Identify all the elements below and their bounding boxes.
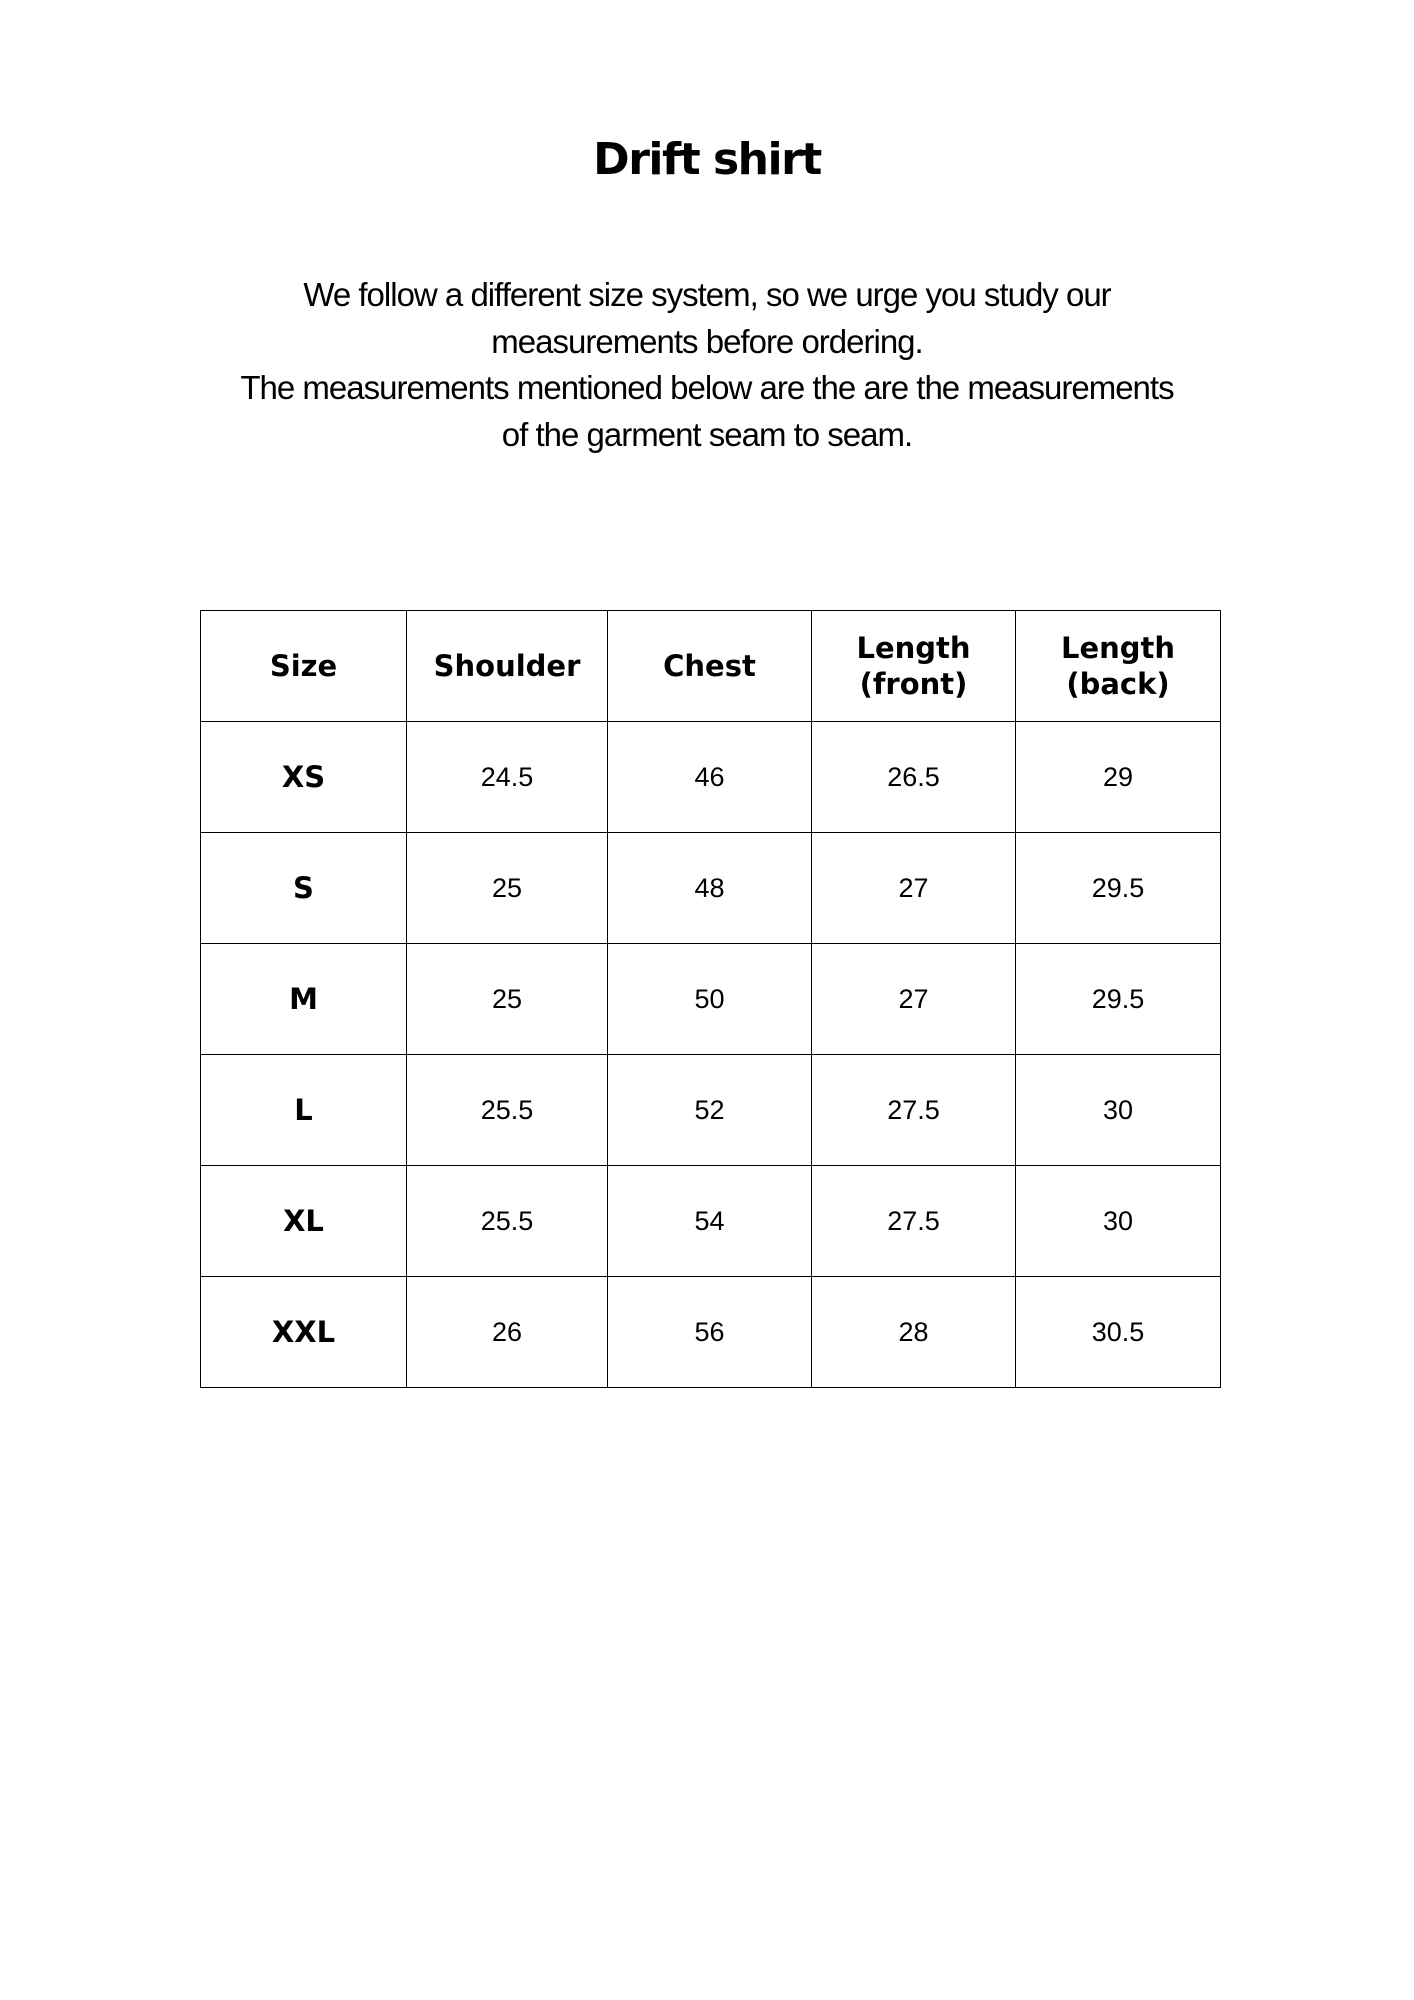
- length-front-cell: 26.5: [812, 722, 1016, 833]
- header-label: Size: [269, 649, 338, 683]
- header-length-back: [1016, 611, 1221, 722]
- header-label: Shoulder: [433, 649, 581, 683]
- table-row: [201, 833, 1221, 944]
- length-back-cell: 29.5: [1016, 944, 1221, 1055]
- intro-line: of the garment seam to seam.: [501, 415, 913, 453]
- size-cell: XL: [201, 1166, 407, 1277]
- header-label: Length: [1060, 631, 1176, 665]
- chest-cell: 46: [608, 722, 812, 833]
- shoulder-cell: 25: [407, 944, 608, 1055]
- size-chart-table: [200, 610, 1221, 1388]
- header-size: [201, 611, 407, 722]
- table-row: [201, 1277, 1221, 1388]
- size-cell: XXL: [201, 1277, 407, 1388]
- table-header-row: [201, 611, 1221, 722]
- header-shoulder: [407, 611, 608, 722]
- length-front-cell: 28: [812, 1277, 1016, 1388]
- size-cell: S: [201, 833, 407, 944]
- header-length-front: [812, 611, 1016, 722]
- size-cell: XS: [201, 722, 407, 833]
- shoulder-cell: 25.5: [407, 1166, 608, 1277]
- length-back-cell: 30: [1016, 1055, 1221, 1166]
- table-row: [201, 722, 1221, 833]
- chest-cell: 48: [608, 833, 812, 944]
- shoulder-cell: 26: [407, 1277, 608, 1388]
- shoulder-cell: 25.5: [407, 1055, 608, 1166]
- length-front-cell: 27.5: [812, 1166, 1016, 1277]
- length-back-cell: 29: [1016, 722, 1221, 833]
- header-sublabel: (back): [1066, 667, 1170, 701]
- table-row: [201, 1055, 1221, 1166]
- size-cell: M: [201, 944, 407, 1055]
- intro-line: We follow a different size system, so we urge you study our: [303, 276, 1111, 313]
- shoulder-cell: 24.5: [407, 722, 608, 833]
- chest-cell: 54: [608, 1166, 812, 1277]
- header-sublabel: (front): [859, 667, 968, 701]
- header-chest: [608, 611, 812, 722]
- page-title: Drift shirt: [593, 134, 821, 185]
- table-row: [201, 944, 1221, 1055]
- chest-cell: 52: [608, 1055, 812, 1166]
- header-label: Chest: [663, 649, 756, 683]
- chest-cell: 56: [608, 1277, 812, 1388]
- length-back-cell: 30: [1016, 1166, 1221, 1277]
- intro-line: measurements before ordering.: [491, 322, 923, 360]
- header-label: Length: [856, 631, 971, 665]
- chest-cell: 50: [608, 944, 812, 1055]
- length-front-cell: 27: [812, 833, 1016, 944]
- length-front-cell: 27.5: [812, 1055, 1016, 1166]
- length-back-cell: 30.5: [1016, 1277, 1221, 1388]
- length-front-cell: 27: [812, 944, 1016, 1055]
- length-back-cell: 29.5: [1016, 833, 1221, 944]
- table-row: [201, 1166, 1221, 1277]
- shoulder-cell: 25: [407, 833, 608, 944]
- intro-line: The measurements mentioned below are the are the measurements: [240, 369, 1174, 406]
- intro-text: [157, 272, 1257, 458]
- size-cell: L: [201, 1055, 407, 1166]
